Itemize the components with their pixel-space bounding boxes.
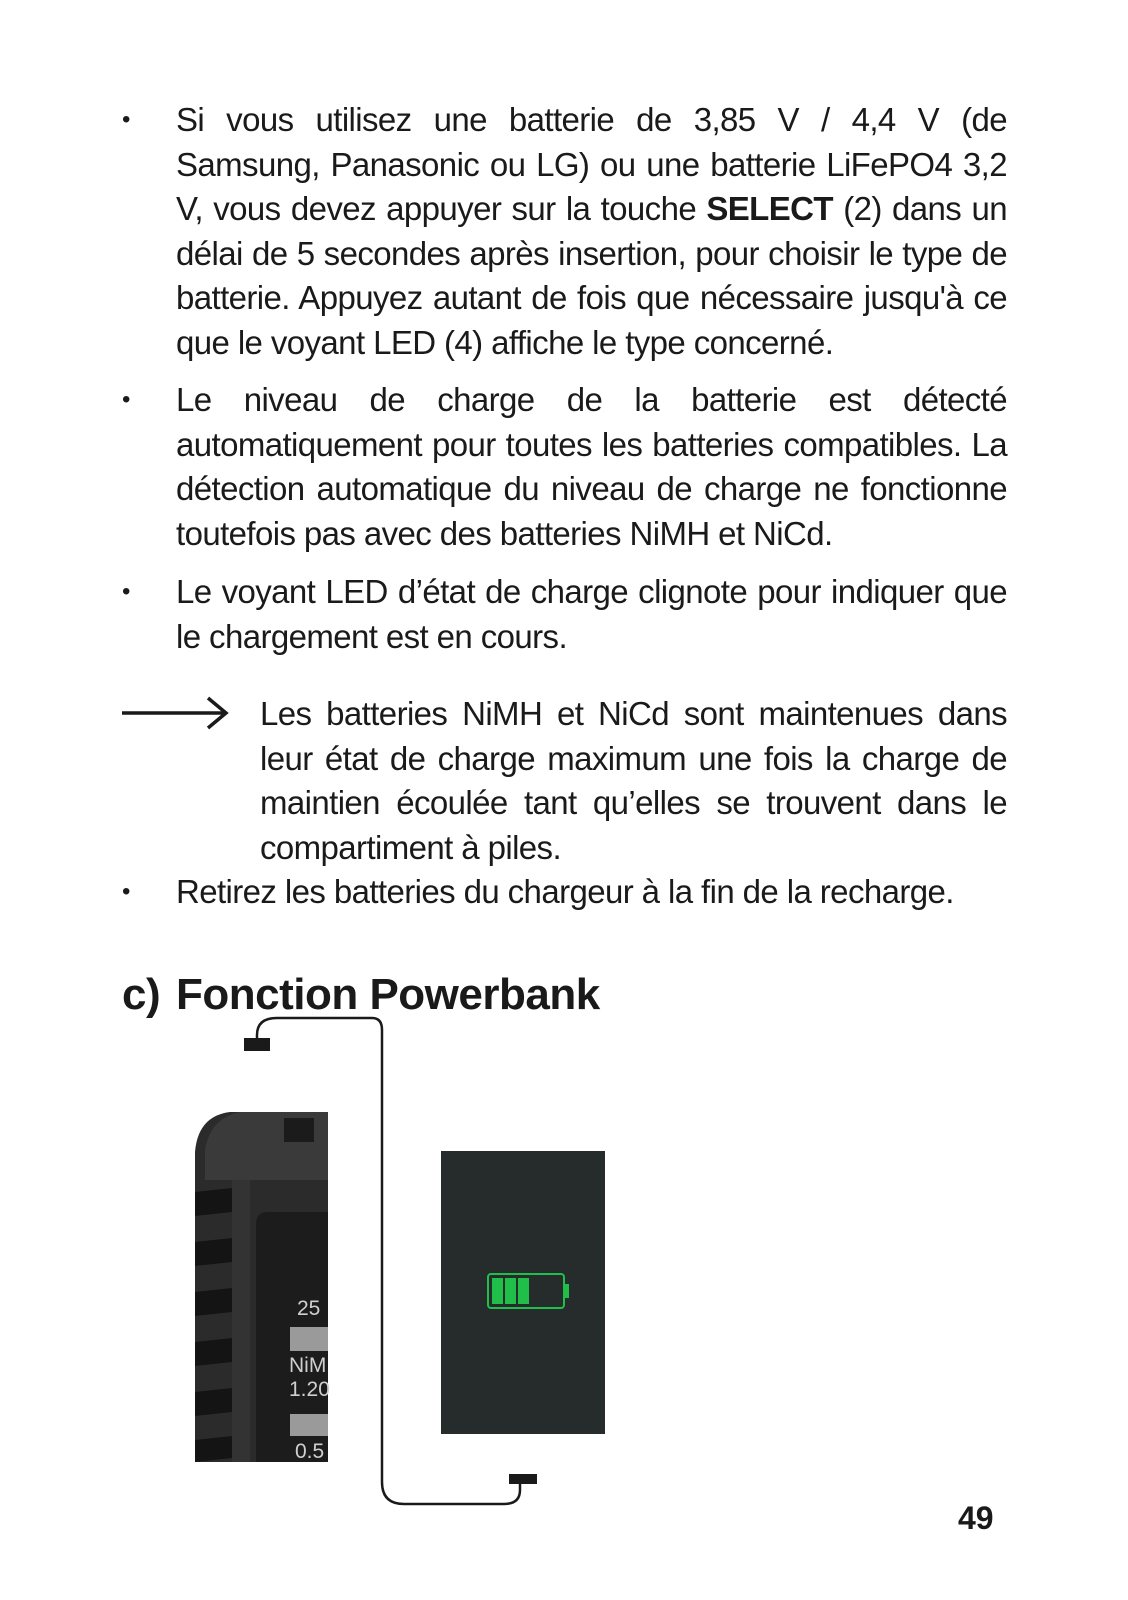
page-number: 49 xyxy=(958,1500,994,1536)
bullet-symbol: • xyxy=(122,578,130,605)
section-title: Fonction Powerbank xyxy=(176,970,600,1019)
bullet-text-part: Si vous utilisez une batterie de 3,85 V / 4,4 V (de Samsung, Panasonic ou LG) ou une batterie LiFePO4 3,2 V, vous devez appuyer sur la touche xyxy=(176,101,1007,227)
select-key-label: SELECT xyxy=(706,190,833,227)
bullet-symbol: • xyxy=(122,386,130,413)
charger-device xyxy=(195,1112,330,1463)
bullet-symbol: • xyxy=(122,106,130,133)
section-letter: c) xyxy=(122,970,161,1019)
note-text: Les batteries NiMH et NiCd sont maintenues dans leur état de charge maximum une fois la charge de maintien écoulée tant qu’elles se trouvent dans le compartiment à piles. xyxy=(260,695,1007,866)
bullet-text: Retirez les batteries du chargeur à la fin de la recharge. xyxy=(176,873,954,910)
bullet-symbol: • xyxy=(122,878,130,905)
charger-label-voltage: 1.20 xyxy=(289,1378,330,1401)
charger-label-chemistry: NiM xyxy=(289,1354,327,1377)
bullet-text: Le niveau de charge de la batterie est détecté automatiquement pour toutes les batteries compatibles. La détection automatique du niveau de charge ne fonctionne toutefois pas avec des batteries NiMH et NiCd. xyxy=(176,381,1007,552)
charger-label-current: 25 xyxy=(297,1297,321,1320)
charger-label-current-low: 0.5 xyxy=(295,1440,325,1463)
smartphone xyxy=(441,1151,605,1434)
bullet-text-part: (2) dans un délai de 5 secondes après insertion, pour choisir le type de batterie. Appuyez autant de fois que nécessaire jusqu'à ce que le voyant LED (4) affiche le type concerné. xyxy=(176,190,1007,361)
bullet-text: Le voyant LED d’état de charge clignote pour indiquer que le chargement est en cours. xyxy=(176,573,1007,655)
